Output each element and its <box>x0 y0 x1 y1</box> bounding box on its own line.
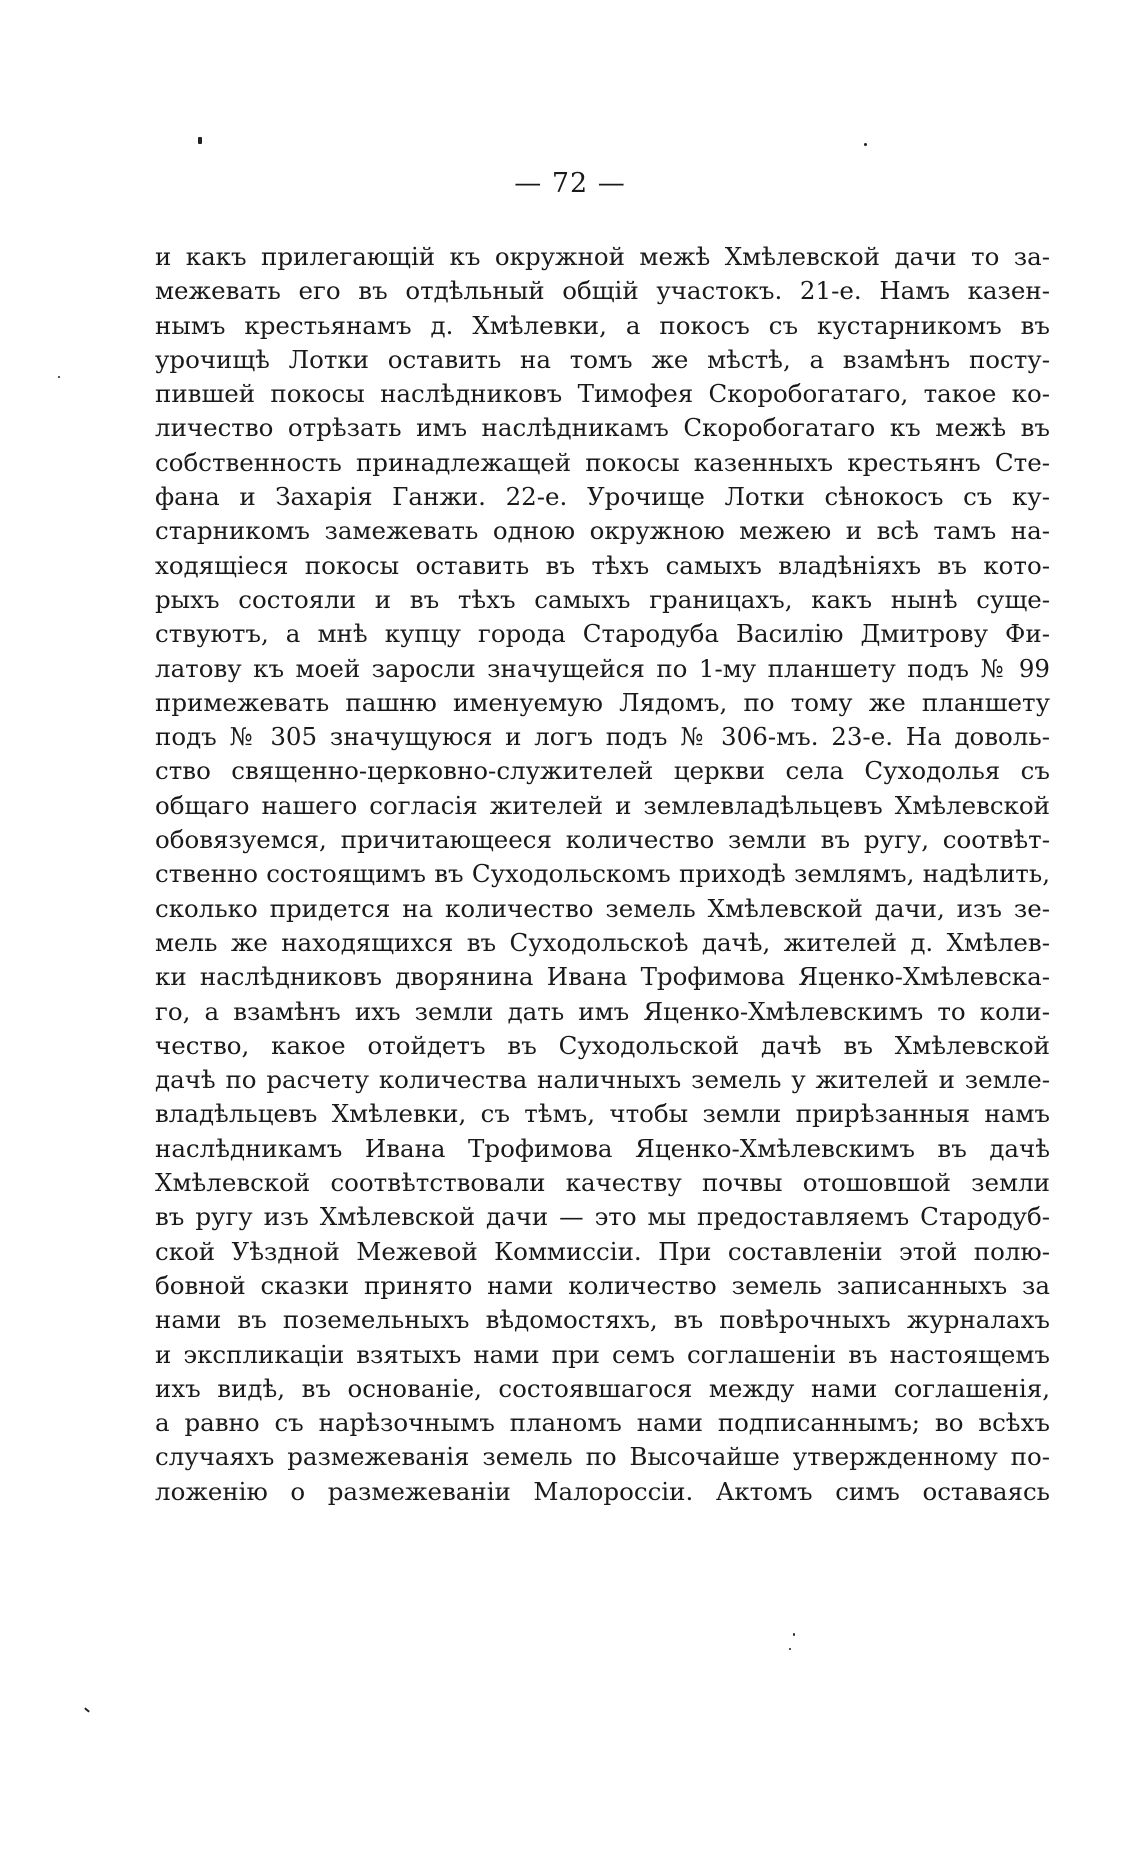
scan-speck <box>793 1633 795 1636</box>
text-line: общаго нашего согласія жителей и землевладѣльцевъ Хмѣлевской <box>155 790 1050 820</box>
text-line: ходящіеся покосы оставить въ тѣхъ самыхъ владѣніяхъ въ кото- <box>155 550 1050 580</box>
text-line: ихъ видѣ, въ основаніе, состоявшагося между нами соглашенія, <box>155 1373 1050 1403</box>
text-line: ство священно-церковно-служителей церкви села Суходолья съ <box>155 756 1050 786</box>
text-line: старникомъ замежевать одною окружною межею и всѣ тамъ на- <box>155 516 1050 546</box>
text-line: ложенію о размежеваніи Малороссіи. Актомъ симъ оставаясь <box>155 1476 1050 1506</box>
text-line: фана и Захарія Ганжи. 22-е. Урочище Лотки сѣнокосъ съ ку- <box>155 482 1050 512</box>
text-line: подъ № 305 значущуюся и логъ подъ № 306-мъ. 23-е. На доволь- <box>155 722 1050 752</box>
text-line: межевать его въ отдѣльный общій участокъ. 21-е. Намъ казен- <box>155 276 1050 306</box>
text-line: латову къ моей заросли значущейся по 1-му планшету подъ № 99 <box>155 653 1050 683</box>
text-line: въ ругу изъ Хмѣлевской дачи — это мы предоставляемъ Стародуб- <box>155 1202 1050 1232</box>
text-line: бовной сказки принято нами количество земель записанныхъ за <box>155 1270 1050 1300</box>
text-line: а равно съ нарѣзочнымъ планомъ нами подписаннымъ; во всѣхъ <box>155 1408 1050 1438</box>
page-number: — 72 — <box>514 168 626 199</box>
text-line: го, а взамѣнъ ихъ земли дать имъ Яценко-Хмѣлевскимъ то коли- <box>155 996 1050 1026</box>
text-line: обовязуемся, причитающееся количество земли въ ругу, соотвѣт- <box>155 825 1050 855</box>
text-line: ственно состоящимъ въ Суходольскомъ приходѣ землямъ, надѣлить, <box>155 859 1050 889</box>
text-line: пившей покосы наслѣдниковъ Тимофея Скоробогатаго, такое ко- <box>155 379 1050 409</box>
text-line: дачѣ по расчету количества наличныхъ земель у жителей и земле- <box>155 1065 1050 1095</box>
text-line: и экспликаціи взятыхъ нами при семъ соглашеніи въ настоящемъ <box>155 1339 1050 1369</box>
text-line: ствуютъ, а мнѣ купцу города Стародуба Василію Дмитрову Фи- <box>155 619 1050 649</box>
text-line: и какъ прилегающій къ окружной межѣ Хмѣлевской дачи то за- <box>155 242 1050 271</box>
scan-speck <box>58 376 60 378</box>
scan-speck <box>84 1707 90 1712</box>
text-line: случаяхъ размежеванія земель по Высочайше утвержденному по- <box>155 1442 1050 1472</box>
text-line: личество отрѣзать имъ наслѣдникамъ Скоробогатаго къ межѣ въ <box>155 413 1050 443</box>
text-line: нами въ поземельныхъ вѣдомостяхъ, въ повѣрочныхъ журналахъ <box>155 1305 1050 1335</box>
text-line: сколько придется на количество земель Хмѣлевской дачи, изъ зе- <box>155 893 1050 923</box>
text-line: примежевать пашню именуемую Лядомъ, по тому же планшету <box>155 687 1050 717</box>
text-line: владѣльцевъ Хмѣлевки, съ тѣмъ, чтобы земли прирѣзанныя намъ <box>155 1099 1050 1129</box>
scan-speck <box>789 1648 791 1650</box>
scan-speck <box>198 137 202 144</box>
body-text <box>155 240 1050 1509</box>
text-line: ки наслѣдниковъ дворянина Ивана Трофимова Яценко-Хмѣлевска- <box>155 962 1050 992</box>
text-line: собственность принадлежащей покосы казенныхъ крестьянъ Сте- <box>155 447 1050 477</box>
text-line: чество, какое отойдетъ въ Суходольской дачѣ въ Хмѣлевской <box>155 1030 1050 1060</box>
scan-speck <box>864 143 867 146</box>
text-line: нымъ крестьянамъ д. Хмѣлевки, а покосъ съ кустарникомъ въ <box>155 310 1050 340</box>
text-line: Хмѣлевской соотвѣтствовали качеству почвы отошовшой земли <box>155 1168 1050 1198</box>
text-line: рыхъ состояли и въ тѣхъ самыхъ границахъ, какъ нынѣ суще- <box>155 584 1050 614</box>
text-line: мель же находящихся въ Суходольскоѣ дачѣ, жителей д. Хмѣлев- <box>155 927 1050 957</box>
text-line: ской Уѣздной Межевой Коммиссіи. При составленіи этой полю- <box>155 1236 1050 1266</box>
text-line: урочищѣ Лотки оставить на томъ же мѣстѣ, а взамѣнъ посту- <box>155 344 1050 374</box>
text-line: наслѣдникамъ Ивана Трофимова Яценко-Хмѣлевскимъ въ дачѣ <box>155 1133 1050 1163</box>
